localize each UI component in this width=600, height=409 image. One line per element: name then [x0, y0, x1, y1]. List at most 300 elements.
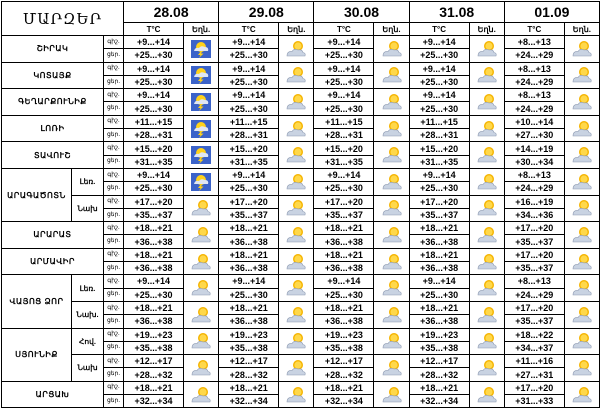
day-temp: +25...+30: [124, 75, 184, 88]
night-temp: +9...+14: [219, 36, 279, 49]
night-temp: +12...+17: [409, 355, 469, 368]
subregion-label: Լեռ.: [72, 168, 104, 195]
day-temp: +25...+30: [409, 182, 469, 195]
partly-cloudy-icon: [374, 225, 408, 245]
night-temp: +8...+13: [504, 89, 564, 102]
night-temp: +18...+21: [124, 222, 184, 235]
day-temp: +32...+34: [409, 395, 469, 408]
weather-icon-cell: [184, 115, 219, 142]
table-row: [2, 301, 600, 314]
table-row: [2, 115, 600, 128]
day-temp: +35...+38: [314, 341, 374, 354]
row-type-label: ցեր.: [104, 129, 124, 142]
day-temp: +28...+32: [409, 368, 469, 381]
night-temp: +18...+21: [219, 222, 279, 235]
weather-icon-cell: [374, 248, 409, 275]
temp-header-3: T°C: [314, 23, 374, 36]
day-temp: +24...+29: [504, 102, 564, 115]
weather-icon-cell: [279, 248, 314, 275]
icon-header-2: Եղն.: [279, 23, 314, 36]
night-temp: +18...+22: [504, 328, 564, 341]
day-temp: +25...+30: [409, 49, 469, 62]
day-temp: +35...+37: [504, 315, 564, 328]
day-temp: +28...+31: [314, 129, 374, 142]
row-type-label: գիշ.: [104, 355, 124, 368]
partly-cloudy-icon: [184, 331, 218, 351]
partly-cloudy-icon: [565, 119, 599, 139]
day-temp: +35...+37: [504, 262, 564, 275]
day-temp: +32...+34: [124, 395, 184, 408]
day-temp: +25...+30: [219, 102, 279, 115]
temp-header-1: T°C: [124, 23, 184, 36]
night-temp: +9...+14: [124, 275, 184, 288]
day-temp: +35...+38: [124, 341, 184, 354]
night-temp: +8...+13: [504, 62, 564, 75]
temp-header-5: T°C: [504, 23, 564, 36]
night-temp: +18...+21: [409, 248, 469, 261]
weather-icon-cell: [279, 222, 314, 249]
day-temp: +25...+30: [124, 102, 184, 115]
table-title: ՄԱՐԶԵՐ: [2, 2, 124, 36]
partly-cloudy-icon: [470, 225, 504, 245]
day-temp: +34...+37: [504, 341, 564, 354]
night-temp: +9...+14: [219, 275, 279, 288]
table-row: [2, 168, 600, 181]
partly-cloudy-icon: [374, 305, 408, 325]
night-temp: +12...+17: [314, 355, 374, 368]
weather-icon-cell: [469, 89, 504, 116]
icon-header-4: Եղն.: [469, 23, 504, 36]
row-type-label: ցեր.: [104, 208, 124, 221]
weather-icon-cell: [279, 328, 314, 355]
weather-icon-cell: [469, 36, 504, 63]
weather-icon-cell: [564, 355, 599, 382]
partly-cloudy-icon: [565, 145, 599, 165]
forecast-table: [1, 1, 600, 408]
night-temp: +19...+23: [314, 328, 374, 341]
partly-cloudy-icon: [279, 65, 313, 85]
partly-cloudy-icon: [279, 305, 313, 325]
partly-cloudy-icon: [565, 39, 599, 59]
weather-icon-cell: [469, 168, 504, 195]
day-temp: +25...+30: [409, 288, 469, 301]
table-row: [2, 62, 600, 75]
row-type-label: գիշ.: [104, 222, 124, 235]
partly-cloudy-icon: [565, 198, 599, 218]
night-temp: +18...+21: [409, 381, 469, 394]
partly-cloudy-icon: [470, 119, 504, 139]
night-temp: +9...+14: [409, 62, 469, 75]
night-temp: +14...+19: [504, 142, 564, 155]
thunder-icon: [184, 145, 218, 165]
subregion-label: Լեռ.: [72, 275, 104, 302]
night-temp: +9...+14: [314, 168, 374, 181]
day-temp: +36...+38: [314, 315, 374, 328]
table-row: [2, 275, 600, 288]
night-temp: +17...+20: [314, 195, 374, 208]
weather-icon-cell: [564, 275, 599, 302]
night-temp: +15...+20: [409, 142, 469, 155]
date-header-4: 31.08: [409, 2, 504, 23]
day-temp: +35...+37: [124, 208, 184, 221]
table-row: [2, 222, 600, 235]
day-temp: +34...+36: [504, 208, 564, 221]
day-temp: +35...+38: [219, 341, 279, 354]
row-type-label: գիշ.: [104, 62, 124, 75]
night-temp: +11...+15: [124, 115, 184, 128]
partly-cloudy-icon: [470, 65, 504, 85]
partly-cloudy-icon: [470, 358, 504, 378]
row-type-label: ցեր.: [104, 155, 124, 168]
row-type-label: ցեր.: [104, 49, 124, 62]
day-temp: +36...+38: [314, 262, 374, 275]
night-temp: +11...+15: [219, 115, 279, 128]
day-temp: +28...+32: [219, 368, 279, 381]
day-temp: +25...+30: [124, 288, 184, 301]
partly-cloudy-icon: [279, 385, 313, 405]
weather-icon-cell: [469, 381, 504, 408]
day-temp: +24...+29: [504, 182, 564, 195]
day-temp: +24...+29: [504, 75, 564, 88]
partly-cloudy-icon: [279, 39, 313, 59]
weather-icon-cell: [184, 222, 219, 249]
weather-icon-cell: [184, 301, 219, 328]
partly-cloudy-icon: [470, 92, 504, 112]
weather-icon-cell: [469, 328, 504, 355]
row-type-label: գիշ.: [104, 142, 124, 155]
day-temp: +25...+30: [409, 75, 469, 88]
partly-cloudy-icon: [470, 198, 504, 218]
night-temp: +9...+14: [219, 62, 279, 75]
row-type-label: ցեր.: [104, 182, 124, 195]
row-type-label: ցեր.: [104, 341, 124, 354]
partly-cloudy-icon: [374, 252, 408, 272]
weather-icon-cell: [564, 195, 599, 222]
night-temp: +9...+14: [219, 89, 279, 102]
region-name: ԱՐԱԳԱԾՈՏՆ: [2, 168, 72, 221]
partly-cloudy-icon: [279, 252, 313, 272]
partly-cloudy-icon: [184, 198, 218, 218]
night-temp: +9...+14: [314, 62, 374, 75]
night-temp: +9...+14: [124, 36, 184, 49]
day-temp: +27...+31: [504, 368, 564, 381]
night-temp: +9...+14: [409, 168, 469, 181]
row-type-label: ցեր.: [104, 102, 124, 115]
region-name: ԼՈՌԻ: [2, 115, 104, 142]
night-temp: +9...+14: [409, 89, 469, 102]
day-temp: +25...+30: [314, 49, 374, 62]
day-temp: +25...+30: [219, 75, 279, 88]
weather-icon-cell: [374, 168, 409, 195]
partly-cloudy-icon: [374, 198, 408, 218]
night-temp: +9...+14: [124, 89, 184, 102]
table-row: [2, 36, 600, 49]
weather-icon-cell: [469, 355, 504, 382]
weather-icon-cell: [374, 195, 409, 222]
day-temp: +35...+37: [409, 208, 469, 221]
thunder-icon: [184, 92, 218, 112]
weather-icon-cell: [374, 142, 409, 169]
night-temp: +9...+14: [409, 275, 469, 288]
weather-icon-cell: [374, 381, 409, 408]
day-temp: +25...+30: [409, 102, 469, 115]
weather-icon-cell: [469, 115, 504, 142]
row-type-label: գիշ.: [104, 381, 124, 394]
day-temp: +24...+29: [504, 49, 564, 62]
day-temp: +25...+30: [314, 182, 374, 195]
partly-cloudy-icon: [374, 385, 408, 405]
subregion-label: Նախ: [72, 195, 104, 222]
table-row: [2, 142, 600, 155]
night-temp: +9...+14: [124, 62, 184, 75]
weather-icon-cell: [184, 62, 219, 89]
day-temp: +36...+38: [219, 262, 279, 275]
day-temp: +36...+38: [409, 235, 469, 248]
weather-icon-cell: [469, 62, 504, 89]
table-row: [2, 89, 600, 102]
table-row: [2, 355, 600, 368]
weather-icon-cell: [374, 275, 409, 302]
day-temp: +36...+38: [409, 262, 469, 275]
subregion-label: Նախ: [72, 355, 104, 382]
weather-icon-cell: [184, 89, 219, 116]
partly-cloudy-icon: [374, 65, 408, 85]
weather-icon-cell: [184, 381, 219, 408]
weather-icon-cell: [564, 115, 599, 142]
day-temp: +31...+35: [409, 155, 469, 168]
night-temp: +9...+14: [314, 275, 374, 288]
table-row: [2, 381, 600, 394]
partly-cloudy-icon: [470, 305, 504, 325]
weather-icon-cell: [184, 248, 219, 275]
partly-cloudy-icon: [565, 385, 599, 405]
weather-icon-cell: [469, 301, 504, 328]
weather-icon-cell: [279, 168, 314, 195]
partly-cloudy-icon: [565, 225, 599, 245]
row-type-label: ցեր.: [104, 288, 124, 301]
thunder-icon: [184, 119, 218, 139]
weather-icon-cell: [564, 168, 599, 195]
row-type-label: ցեր.: [104, 315, 124, 328]
weather-icon-cell: [564, 248, 599, 275]
partly-cloudy-icon: [565, 331, 599, 351]
partly-cloudy-icon: [279, 198, 313, 218]
weather-icon-cell: [564, 89, 599, 116]
row-type-label: ցեր.: [104, 75, 124, 88]
row-type-label: գիշ.: [104, 89, 124, 102]
night-temp: +8...+13: [504, 275, 564, 288]
partly-cloudy-icon: [565, 278, 599, 298]
day-temp: +31...+33: [504, 395, 564, 408]
night-temp: +18...+21: [409, 301, 469, 314]
night-temp: +12...+17: [124, 355, 184, 368]
weather-icon-cell: [564, 328, 599, 355]
row-type-label: գիշ.: [104, 275, 124, 288]
table-row: [2, 248, 600, 261]
night-temp: +17...+20: [409, 195, 469, 208]
weather-icon-cell: [469, 275, 504, 302]
day-temp: +28...+32: [124, 368, 184, 381]
night-temp: +11...+15: [314, 115, 374, 128]
weather-icon-cell: [564, 62, 599, 89]
weather-icon-cell: [184, 36, 219, 63]
partly-cloudy-icon: [279, 331, 313, 351]
night-temp: +16...+19: [504, 195, 564, 208]
weather-icon-cell: [279, 36, 314, 63]
night-temp: +9...+14: [124, 168, 184, 181]
partly-cloudy-icon: [184, 358, 218, 378]
partly-cloudy-icon: [565, 252, 599, 272]
partly-cloudy-icon: [184, 385, 218, 405]
day-temp: +31...+35: [124, 155, 184, 168]
partly-cloudy-icon: [565, 172, 599, 192]
weather-icon-cell: [564, 381, 599, 408]
weather-icon-cell: [184, 355, 219, 382]
night-temp: +9...+14: [219, 168, 279, 181]
weather-icon-cell: [184, 142, 219, 169]
partly-cloudy-icon: [184, 278, 218, 298]
partly-cloudy-icon: [279, 358, 313, 378]
partly-cloudy-icon: [374, 92, 408, 112]
weather-icon-cell: [279, 142, 314, 169]
night-temp: +8...+13: [504, 36, 564, 49]
weather-icon-cell: [279, 355, 314, 382]
region-name: ՍՅՈՒՆԻՔ: [2, 328, 72, 381]
row-type-label: ցեր.: [104, 368, 124, 381]
weather-icon-cell: [279, 115, 314, 142]
day-temp: +24...+29: [504, 288, 564, 301]
icon-header-3: Եղն.: [374, 23, 409, 36]
weather-icon-cell: [184, 168, 219, 195]
night-temp: +18...+21: [314, 248, 374, 261]
partly-cloudy-icon: [279, 225, 313, 245]
weather-icon-cell: [564, 222, 599, 249]
partly-cloudy-icon: [279, 145, 313, 165]
row-type-label: գիշ.: [104, 301, 124, 314]
partly-cloudy-icon: [374, 172, 408, 192]
weather-icon-cell: [469, 195, 504, 222]
night-temp: +8...+13: [504, 168, 564, 181]
day-temp: +36...+38: [124, 235, 184, 248]
partly-cloudy-icon: [374, 145, 408, 165]
weather-icon-cell: [184, 195, 219, 222]
region-name: ՇԻՐԱԿ: [2, 36, 104, 63]
night-temp: +17...+20: [504, 381, 564, 394]
row-type-label: գիշ.: [104, 248, 124, 261]
day-temp: +31...+35: [219, 155, 279, 168]
partly-cloudy-icon: [470, 39, 504, 59]
day-temp: +35...+37: [504, 235, 564, 248]
night-temp: +18...+21: [314, 381, 374, 394]
night-temp: +15...+20: [314, 142, 374, 155]
weather-icon-cell: [279, 195, 314, 222]
date-header-2: 29.08: [219, 2, 314, 23]
night-temp: +17...+20: [504, 301, 564, 314]
partly-cloudy-icon: [470, 385, 504, 405]
night-temp: +17...+20: [219, 195, 279, 208]
partly-cloudy-icon: [374, 119, 408, 139]
partly-cloudy-icon: [470, 252, 504, 272]
day-temp: +25...+30: [124, 49, 184, 62]
night-temp: +17...+20: [504, 248, 564, 261]
night-temp: +18...+21: [314, 222, 374, 235]
weather-icon-cell: [374, 115, 409, 142]
day-temp: +25...+30: [219, 49, 279, 62]
region-name: ԿՈՏԱՅՔ: [2, 62, 104, 89]
weather-icon-cell: [374, 36, 409, 63]
day-temp: +28...+31: [124, 129, 184, 142]
night-temp: +19...+23: [409, 328, 469, 341]
partly-cloudy-icon: [374, 39, 408, 59]
weather-icon-cell: [374, 355, 409, 382]
icon-header-5: Եղն.: [564, 23, 599, 36]
row-type-label: գիշ.: [104, 36, 124, 49]
weather-icon-cell: [374, 89, 409, 116]
partly-cloudy-icon: [374, 358, 408, 378]
weather-icon-cell: [374, 222, 409, 249]
weather-icon-cell: [374, 301, 409, 328]
day-temp: +35...+37: [314, 208, 374, 221]
partly-cloudy-icon: [470, 172, 504, 192]
night-temp: +11...+15: [409, 115, 469, 128]
partly-cloudy-icon: [279, 92, 313, 112]
partly-cloudy-icon: [470, 331, 504, 351]
partly-cloudy-icon: [470, 145, 504, 165]
day-temp: +35...+37: [219, 208, 279, 221]
subregion-label: Նախ.: [72, 301, 104, 328]
day-temp: +35...+38: [409, 341, 469, 354]
date-header-1: 28.08: [124, 2, 219, 23]
night-temp: +17...+20: [124, 195, 184, 208]
night-temp: +18...+21: [124, 381, 184, 394]
night-temp: +18...+21: [409, 222, 469, 235]
day-temp: +28...+32: [314, 368, 374, 381]
partly-cloudy-icon: [184, 252, 218, 272]
partly-cloudy-icon: [565, 358, 599, 378]
region-name: ԱՐՄԱՎԻՐ: [2, 248, 104, 275]
night-temp: +18...+21: [219, 248, 279, 261]
partly-cloudy-icon: [470, 278, 504, 298]
day-temp: +25...+30: [124, 182, 184, 195]
partly-cloudy-icon: [184, 305, 218, 325]
row-type-label: ցեր.: [104, 395, 124, 408]
region-name: ՏԱՎՈՒՇ: [2, 142, 104, 169]
weather-icon-cell: [279, 275, 314, 302]
night-temp: +17...+20: [504, 222, 564, 235]
row-type-label: գիշ.: [104, 328, 124, 341]
region-name: ԱՐԱՐԱՏ: [2, 222, 104, 249]
night-temp: +18...+21: [124, 248, 184, 261]
weather-icon-cell: [564, 301, 599, 328]
weather-icon-cell: [469, 248, 504, 275]
night-temp: +15...+20: [124, 142, 184, 155]
night-temp: +18...+21: [314, 301, 374, 314]
subregion-label: Հով.: [72, 328, 104, 355]
day-temp: +36...+38: [124, 315, 184, 328]
thunder-icon: [184, 39, 218, 59]
partly-cloudy-icon: [565, 92, 599, 112]
day-temp: +36...+38: [219, 235, 279, 248]
night-temp: +10...+14: [504, 115, 564, 128]
weather-icon-cell: [469, 222, 504, 249]
partly-cloudy-icon: [184, 225, 218, 245]
weather-icon-cell: [279, 62, 314, 89]
region-name: ԱՐՑԱԽ: [2, 381, 104, 408]
weather-icon-cell: [564, 36, 599, 63]
day-temp: +31...+35: [314, 155, 374, 168]
night-temp: +18...+21: [219, 381, 279, 394]
day-temp: +25...+30: [314, 102, 374, 115]
